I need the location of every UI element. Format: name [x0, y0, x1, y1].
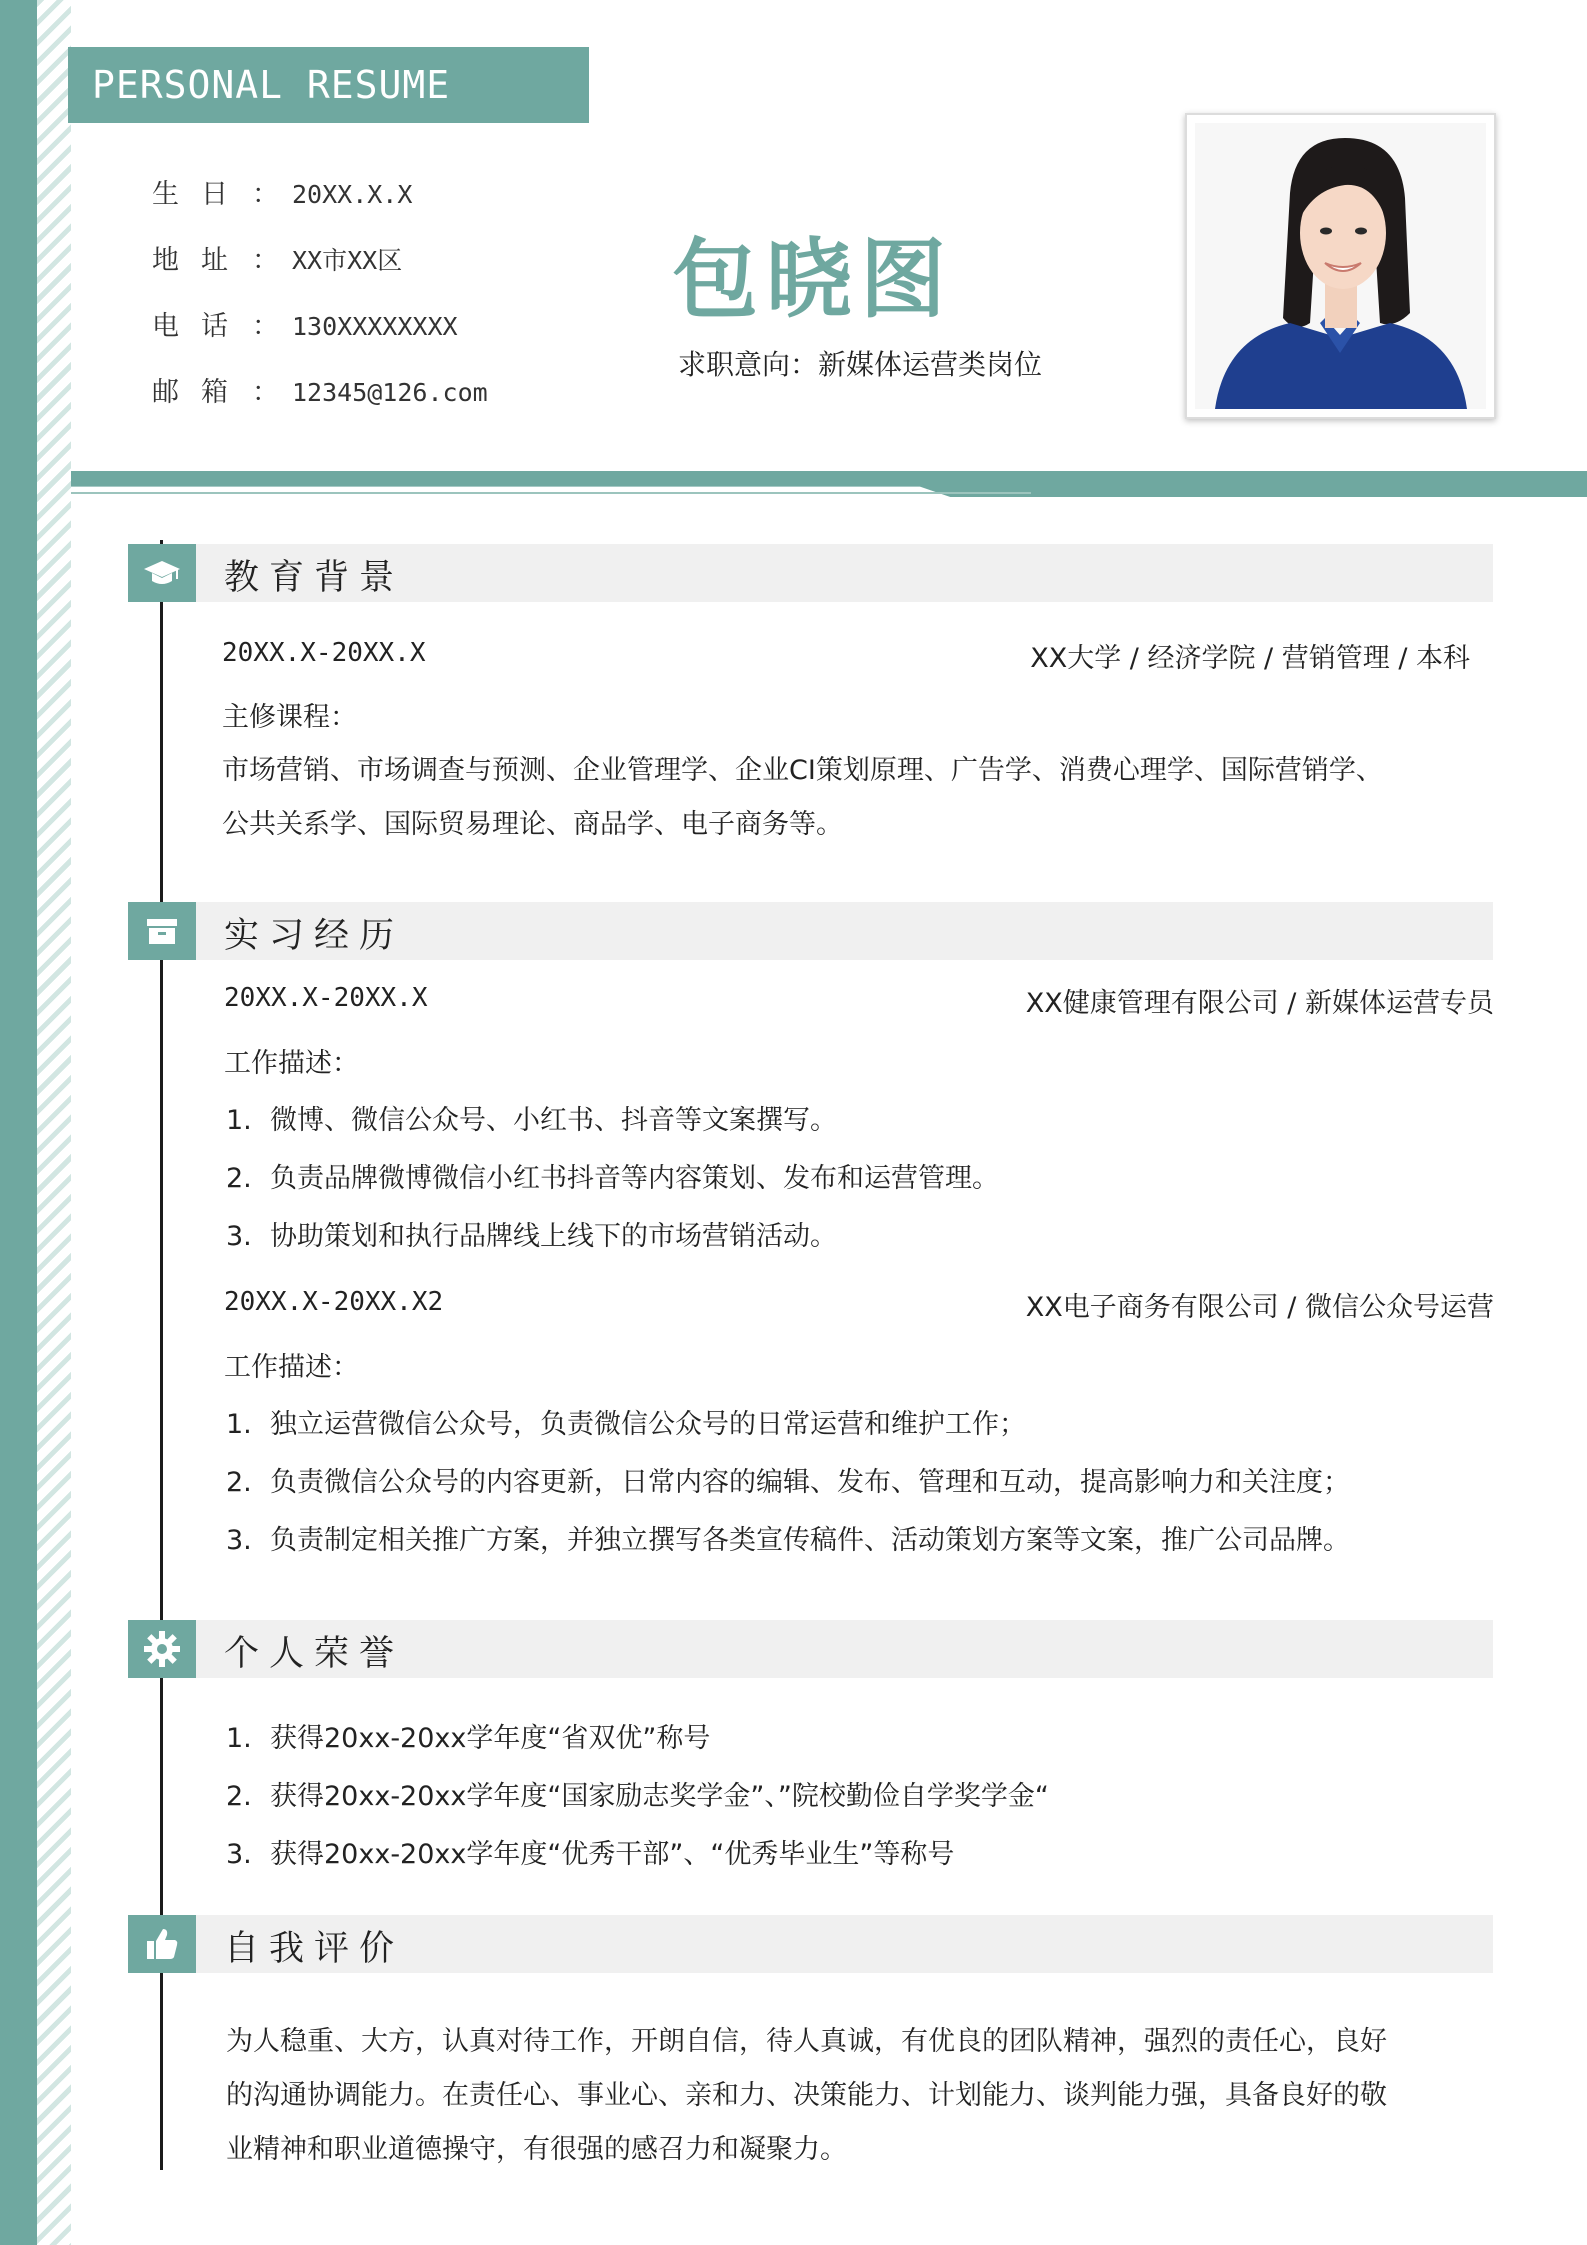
resume-title-banner	[68, 47, 589, 123]
job-desc-item: 1. 微博、微信公众号、小红书、抖音等文案撰写。	[226, 1105, 837, 1136]
thumbs-up-icon	[128, 1915, 196, 1973]
honor-item: 3. 获得20xx-20xx学年度“优秀干部”、“优秀毕业生”等称号	[226, 1839, 955, 1870]
job-intention: 求职意向：新媒体运营类岗位	[678, 348, 1043, 381]
info-value: 20XX.X.X	[292, 180, 413, 209]
info-colon: ：	[252, 377, 279, 408]
education-period: 20XX.X-20XX.X	[222, 638, 426, 668]
section-title: 实习经历	[224, 916, 405, 956]
self-eval-text	[226, 2015, 1496, 2177]
section-self-eval-header	[128, 1915, 1493, 1973]
info-address	[152, 238, 402, 277]
gear-icon	[128, 1620, 196, 1678]
job-desc-item: 3. 负责制定相关推广方案，并独立撰写各类宣传稿件、活动策划方案等文案，推广公司品牌。	[226, 1525, 1350, 1556]
job-desc-item: 2. 负责品牌微博微信小红书抖音等内容策划、发布和运营管理。	[226, 1163, 999, 1194]
info-email	[152, 370, 488, 409]
info-label: 地址	[152, 245, 250, 276]
section-internship-header	[128, 902, 1493, 960]
job-desc-item: 2. 负责微信公众号的内容更新，日常内容的编辑、发布、管理和互动，提高影响力和关注度；	[226, 1467, 1350, 1498]
section-title: 自我评价	[224, 1929, 405, 1969]
job-detail: XX电子商务有限公司 / 微信公众号运营	[1025, 1292, 1494, 1323]
honor-item: 2. 获得20xx-20xx学年度“国家励志奖学金”、”院校勤俭自学奖学金“	[226, 1781, 1049, 1812]
info-value: XX市XX区	[292, 246, 403, 275]
portrait-illustration	[1195, 123, 1486, 409]
info-label: 电话	[152, 311, 250, 342]
candidate-name: 包晓图	[672, 230, 954, 330]
info-label: 邮箱	[152, 377, 250, 408]
info-colon: ：	[252, 179, 279, 210]
self-eval-line: 为人稳重、大方，认真对待工作，开朗自信，待人真诚，有优良的团队精神，强烈的责任心，良好	[226, 2026, 1387, 2057]
job-desc-item: 3. 协助策划和执行品牌线上线下的市场营销活动。	[226, 1221, 837, 1252]
info-colon: ：	[252, 311, 279, 342]
courses-text	[222, 744, 1492, 852]
courses-line: 市场营销、市场调查与预测、企业管理学、企业CI策划原理、广告学、消费心理学、国际营销学、	[222, 755, 1383, 786]
courses-label: 主修课程：	[222, 702, 357, 733]
job-desc-label: 工作描述：	[224, 1048, 359, 1079]
profile-photo	[1185, 113, 1496, 419]
hatched-border	[37, 0, 71, 2245]
job-period: 20XX.X-20XX.X	[224, 983, 428, 1013]
section-title: 个人荣誉	[224, 1634, 405, 1674]
job-desc-item: 1. 独立运营微信公众号，负责微信公众号的日常运营和维护工作；	[226, 1409, 1026, 1440]
info-value: 130XXXXXXXX	[292, 312, 458, 341]
resume-title: PERSONAL RESUME	[92, 63, 451, 107]
info-birthday	[152, 172, 412, 211]
job-desc-label: 工作描述：	[224, 1352, 359, 1383]
info-value: 12345@126.com	[292, 378, 488, 407]
education-detail: XX大学 / 经济学院 / 营销管理 / 本科	[1030, 643, 1470, 674]
section-honors-header	[128, 1620, 1493, 1678]
job-period: 20XX.X-20XX.X2	[224, 1287, 444, 1317]
info-phone	[152, 304, 458, 343]
job-detail: XX健康管理有限公司 / 新媒体运营专员	[1025, 988, 1494, 1019]
left-accent-stripe	[0, 0, 37, 2245]
courses-line: 公共关系学、国际贸易理论、商品学、电子商务等。	[222, 809, 843, 840]
section-title: 教育背景	[224, 558, 405, 598]
graduation-cap-icon	[128, 544, 196, 602]
self-eval-line: 业精神和职业道德操守，有很强的感召力和凝聚力。	[226, 2134, 847, 2165]
archive-box-icon	[128, 902, 196, 960]
honor-item: 1. 获得20xx-20xx学年度“省双优”称号	[226, 1723, 711, 1754]
self-eval-line: 的沟通协调能力。在责任心、事业心、亲和力、决策能力、计划能力、谈判能力强，具备良好的敬	[226, 2080, 1387, 2111]
info-label: 生日	[152, 179, 250, 210]
section-education-header	[128, 544, 1493, 602]
info-colon: ：	[252, 245, 279, 276]
header-divider-line	[71, 492, 1031, 494]
